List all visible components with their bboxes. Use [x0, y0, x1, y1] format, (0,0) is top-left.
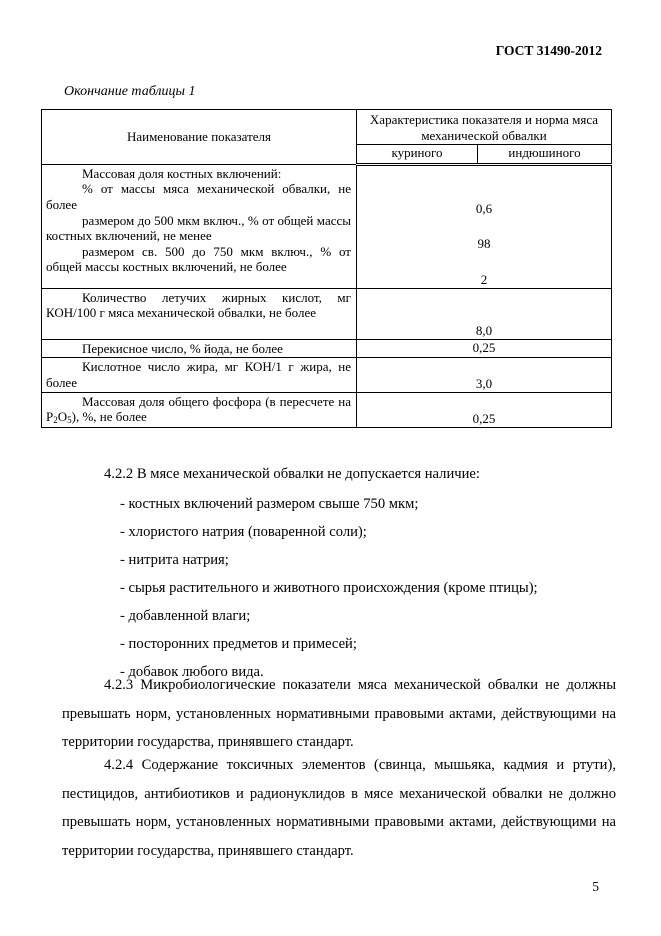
- table-row: [42, 164, 612, 288]
- row-name-text: Перекисное число, % йода, не более: [82, 340, 283, 356]
- indicator-table: [41, 109, 612, 428]
- row-name-bone-inclusions: [42, 164, 357, 288]
- row-name-line: размером св. 500 до 750 мкм включ., % от общей массы костных включений, не более: [46, 243, 351, 275]
- row-name: [42, 358, 357, 392]
- row-value-bone-inclusions: [357, 164, 612, 288]
- table-row: [42, 392, 612, 427]
- paragraph: 4.2.3 Микробиологические показатели мяса механической обвалки не должны превышать норм, установленных нормативными правовыми актами, действующими на территории государства, принявшего стандарт.: [62, 677, 616, 750]
- row-name-text: Массовая доля общего фосфора (в пересчете на $P_2O_5$), %, не более: [46, 393, 351, 426]
- column-header-turkey: индюшиного: [478, 145, 612, 165]
- row-name: [42, 339, 357, 358]
- section-4-2-4: [62, 751, 616, 865]
- value-cell: 3,0: [357, 358, 612, 392]
- value-cell: 0,25: [357, 392, 612, 427]
- row-name-line: % от массы мяса механической обвалки, не более: [46, 181, 351, 212]
- value-cell: 0,25: [357, 339, 612, 358]
- column-header-group: Характеристика показателя и норма мяса механической обвалки: [357, 110, 612, 145]
- page-number: 5: [592, 879, 599, 894]
- table-row: [42, 339, 612, 358]
- row-name: [42, 288, 357, 339]
- row-name-line: Массовая доля костных включений:: [82, 165, 282, 181]
- list-item: - посторонних предметов и примесей;: [120, 636, 357, 652]
- section-4-2-2: [62, 460, 616, 686]
- paragraph: 4.2.4 Содержание токсичных элементов (свинца, мышьяка, кадмия и ртути), пестицидов, антибиотиков и радионуклидов в мясе механической обвалки не должно превышать норм, установленных нормативными правовыми актами, действующими на территории государства, принявшего стандарт.: [62, 757, 616, 859]
- table-row: [42, 358, 612, 392]
- row-name-text: Кислотное число жира, мг КОН/1 г жира, не более: [46, 359, 351, 390]
- list-item: - костных включений размером свыше 750 мкм;: [120, 496, 419, 512]
- row-name-line: размером до 500 мкм включ., % от общей массы костных включений, не менее: [46, 212, 351, 244]
- value-cell: 2: [480, 271, 488, 287]
- value-cell: 0,6: [475, 200, 493, 216]
- list-item: - сырья растительного и животного происхождения (кроме птицы);: [120, 580, 538, 596]
- table-row: [42, 288, 612, 339]
- list-item: - добавленной влаги;: [120, 608, 251, 624]
- row-name: [42, 392, 357, 427]
- row-name-text: Количество летучих жирных кислот, мг КОН/100 г мяса механической обвалки, не более: [46, 289, 351, 321]
- column-header-chicken: куриного: [357, 145, 478, 165]
- list-item: - хлористого натрия (поваренной соли);: [120, 524, 367, 540]
- list-item: - нитрита натрия;: [120, 552, 229, 568]
- column-header-name: Наименование показателя: [42, 110, 357, 165]
- list-item: - добавок любого вида.: [120, 664, 264, 680]
- section-4-2-3: [62, 671, 616, 757]
- paragraph: 4.2.2 В мясе механической обвалки не допускается наличие:: [104, 466, 480, 482]
- value-cell: 8,0: [357, 288, 612, 339]
- document-header: ГОСТ 31490-2012: [495, 43, 602, 58]
- value-cell: 98: [477, 235, 491, 251]
- table-caption: Окончание таблицы 1: [64, 84, 196, 99]
